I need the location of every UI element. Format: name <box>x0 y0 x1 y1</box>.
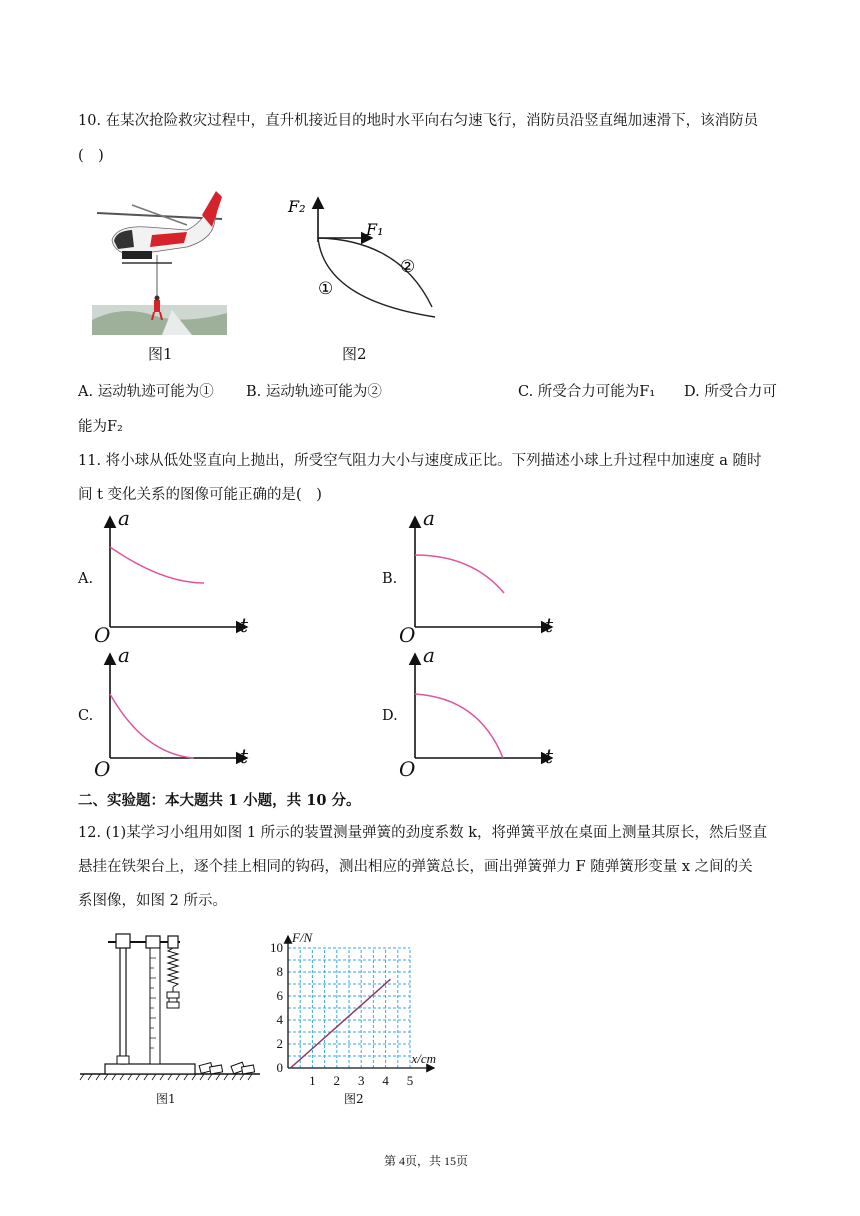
page-footer: 第 4页，共 15页 <box>384 1154 469 1168</box>
origin-label: O <box>399 757 416 781</box>
q10-option-d-cont: 能为F₂ <box>78 419 123 435</box>
origin-label: O <box>94 623 111 647</box>
x-axis-title: x/cm <box>411 1051 436 1066</box>
curve-1-label: ① <box>318 279 334 299</box>
x-tick-label: 1 <box>309 1073 316 1088</box>
helicopter-photo <box>92 185 227 335</box>
x-tick-label: 3 <box>357 1073 365 1088</box>
curve-a <box>110 547 204 583</box>
y-tick-label: 4 <box>276 1012 283 1027</box>
q11-stem-line2: 间 t 变化关系的图像可能正确的是( ) <box>78 487 322 503</box>
x-tick-label: 2 <box>333 1073 341 1088</box>
y-tick-label: 6 <box>276 988 283 1003</box>
q11-graph-d[interactable] <box>397 642 567 782</box>
q11-option-c-letter[interactable]: C. <box>78 708 94 724</box>
q10-option-c[interactable]: C. 所受合力可能为F₁ <box>518 384 656 400</box>
y-axis-label: a <box>423 643 435 667</box>
q10-paren: ( ) <box>78 148 104 164</box>
curve-b <box>415 555 504 593</box>
f1-label: F₁ <box>366 220 384 239</box>
q12-line2: 悬挂在铁架台上，逐个挂上相同的钩码，测出相应的弹簧总长，画出弹簧弹力 F 随弹簧形变量 x 之间的关 <box>78 859 753 875</box>
q11-option-a-letter[interactable]: A. <box>78 571 94 587</box>
y-tick-label: 10 <box>270 940 283 955</box>
x-tick-label: 5 <box>406 1073 414 1088</box>
curve-2-label: ② <box>400 257 416 277</box>
y-axis-label: a <box>423 506 435 530</box>
trajectory-diagram <box>280 190 450 330</box>
q10-option-a[interactable]: A. 运动轨迹可能为① <box>78 384 214 400</box>
iron-stand-diagram <box>80 928 260 1083</box>
series-line <box>290 979 390 1068</box>
force-displacement-chart <box>262 922 442 1088</box>
q10-fig1-caption: 图1 <box>148 345 173 363</box>
y-tick-label: 0 <box>276 1060 283 1075</box>
y-axis-label: a <box>118 506 130 530</box>
q11-graph-a[interactable] <box>92 505 262 645</box>
q12-line3: 系图像，如图 2 所示。 <box>78 893 227 909</box>
x-axis-label: t <box>240 744 249 768</box>
y-axis-label: a <box>118 643 130 667</box>
x-axis-label: t <box>545 744 554 768</box>
curve-d <box>415 694 503 758</box>
section2-heading: 二、实验题：本大题共 1 小题，共 10 分。 <box>78 792 361 809</box>
q12-fig2-caption: 图2 <box>344 1092 364 1106</box>
q12-line1: 12. (1)某学习小组用如图 1 所示的装置测量弹簧的劲度系数 k，将弹簧平放在桌面上测量其原长，然后竖直 <box>78 825 768 841</box>
q10-stem: 10. 在某次抢险救灾过程中，直升机接近目的地时水平向右匀速飞行，消防员沿竖直绳加速滑下，该消防员 <box>78 113 759 129</box>
origin-label: O <box>399 623 416 647</box>
f2-label: F₂ <box>288 197 306 216</box>
q11-option-b-letter[interactable]: B. <box>382 571 398 587</box>
y-tick-label: 2 <box>276 1036 283 1051</box>
q11-graph-b[interactable] <box>397 505 567 645</box>
x-axis-label: t <box>240 613 249 637</box>
y-axis-title: F/N <box>292 930 313 945</box>
y-tick-label: 8 <box>276 964 283 979</box>
q10-option-b[interactable]: B. 运动轨迹可能为② <box>246 384 382 400</box>
q11-stem-line1: 11. 将小球从低处竖直向上抛出，所受空气阻力大小与速度成正比。下列描述小球上升过程中加速度 a 随时 <box>78 453 762 469</box>
curve-c <box>110 694 194 758</box>
q10-fig2-caption: 图2 <box>342 345 367 363</box>
q11-graph-c[interactable] <box>92 642 262 782</box>
x-axis-label: t <box>545 613 554 637</box>
origin-label: O <box>94 757 111 781</box>
x-tick-label: 4 <box>382 1073 389 1088</box>
q10-option-d[interactable]: D. 所受合力可 <box>684 384 777 400</box>
q11-option-d-letter[interactable]: D. <box>382 708 398 724</box>
q12-fig1-caption: 图1 <box>156 1092 176 1106</box>
